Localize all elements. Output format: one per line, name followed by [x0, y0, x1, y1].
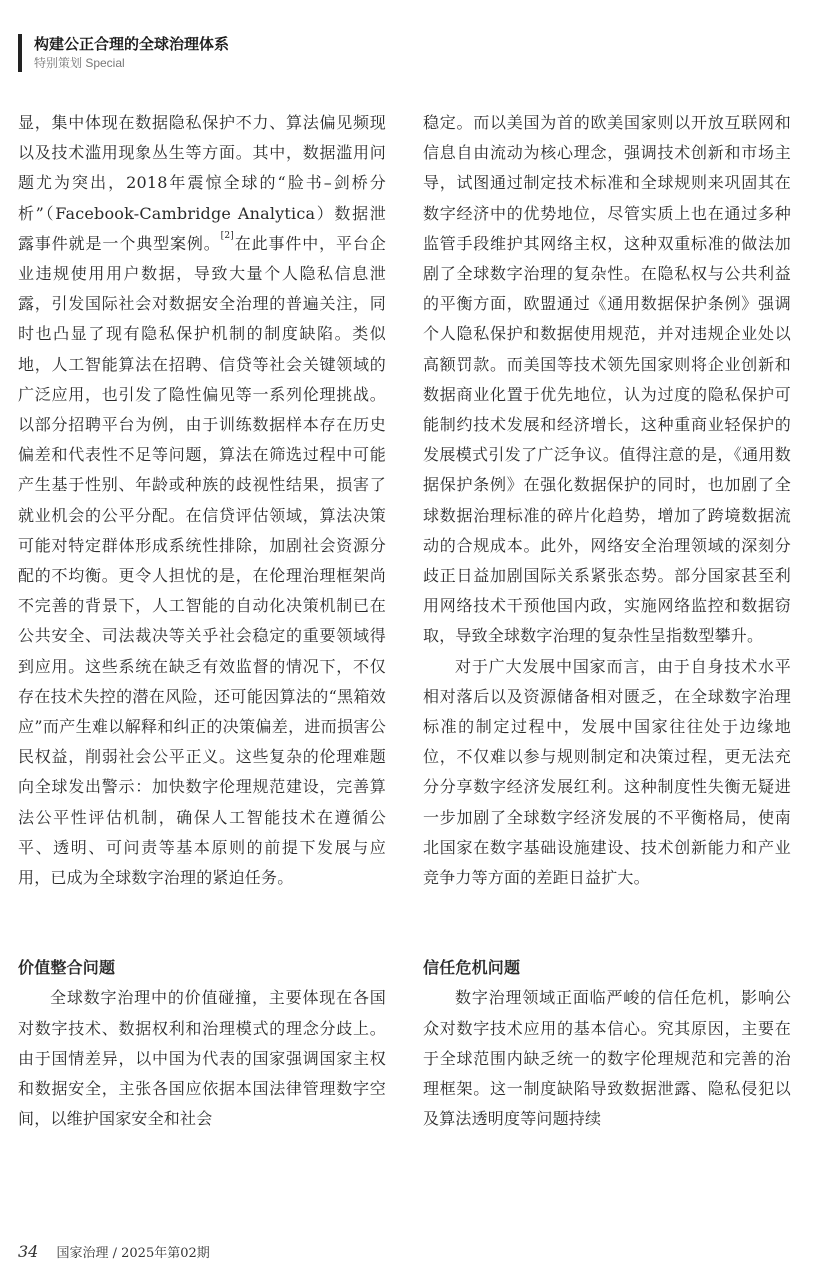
section-heading-trust-crisis: 信任危机问题	[423, 958, 521, 978]
left-column	[18, 108, 386, 1135]
page-number: 34	[18, 1242, 39, 1261]
page-header	[18, 34, 229, 72]
left-paragraph-1	[18, 108, 386, 893]
right-paragraph-2: 对于广大发展中国家而言，由于自身技术水平相对落后以及资源储备相对匮乏，在全球数字治理标准的制定过程中，发展中国家往往处于边缘地位，不仅难以参与规则制定和决策过程，更无法充分分享数字经济发展红利。这种制度性失衡无疑进一步加剧了全球数字经济发展的不平衡格局，使南北国家在数字基础设施建设、技术创新能力和产业竞争力等方面的差距日益扩大。	[423, 656, 791, 888]
section-gap	[18, 893, 386, 953]
section-gap	[423, 893, 791, 953]
header-subtitle: 特别策划 Special	[34, 56, 125, 70]
header-title: 构建公正合理的全球治理体系	[34, 35, 230, 53]
right-column	[423, 108, 791, 1135]
reference-marker: [2]	[220, 230, 235, 241]
right-paragraph-3: 数字治理领域正面临严峻的信任危机，影响公众对数字技术应用的基本信心。究其原因，主要在于全球范围内缺乏统一的数字伦理规范和完善的治理框架。这一制度缺陷导致数据泄露、隐私侵犯以及算法透明度等问题持续	[423, 988, 791, 1129]
left-paragraph-1-part-b: 在此事件中，平台企业违规使用用户数据，导致大量个人隐私信息泄露，引发国际社会对数据安全治理的普遍关注，同时也凸显了现有隐私保护机制的制度缺陷。类似地，人工智能算法在招聘、信贷等社会关键领域的广泛应用，也引发了隐性偏见等一系列伦理挑战。以部分招聘平台为例，由于训练数据样本存在历史偏差和代表性不足等问题，算法在筛选过程中可能产生基于性别、年龄或种族的歧视性结果，损害了就业机会的公平分配。在信贷评估领域，算法决策可能对特定群体形成系统性排除，加剧社会资源分配的不均衡。更令人担忧的是，在伦理治理框架尚不完善的背景下，人工智能的自动化决策机制已在公共安全、司法裁决等关乎社会稳定的重要领域得到应用。这些系统在缺乏有效监督的情况下，不仅存在技术失控的潜在风险，还可能因算法的“黑箱效应”而产生难以解释和纠正的决策偏差，进而损害公民权益，削弱社会公平正义。这些复杂的伦理难题向全球发出警示：加快数字伦理规范建设，完善算法公平性评估机制，确保人工智能技术在遵循公平、透明、可问责等基本原则的前提下发展与应用，已成为全球数字治理的紧迫任务。	[18, 233, 386, 888]
left-paragraph-1-part-a: 显，集中体现在数据隐私保护不力、算法偏见频现以及技术滥用现象丛生等方面。其中，数据滥用问题尤为突出，2018年震惊全球的“脸书–剑桥分析”（Facebook-Cambridge Analytica）数据泄露事件就是一个典型案例。	[18, 113, 386, 253]
journal-info: 国家治理 / 2025年第02期	[56, 1246, 210, 1261]
page-footer	[18, 1242, 210, 1261]
section-heading-value-integration: 价值整合问题	[18, 958, 116, 978]
left-paragraph-2: 全球数字治理中的价值碰撞，主要体现在各国对数字技术、数据权利和治理模式的理念分歧上。由于国情差异，以中国为代表的国家强调国家主权和数据安全，主张各国应依据本国法律管理数字空间，以维护国家安全和社会	[18, 988, 386, 1129]
right-paragraph-1: 稳定。而以美国为首的欧美国家则以开放互联网和信息自由流动为核心理念，强调技术创新和市场主导，试图通过制定技术标准和全球规则来巩固其在数字经济中的优势地位，尽管实质上也在通过多种监管手段维护其网络主权，这种双重标准的做法加剧了全球数字治理的复杂性。在隐私权与公共利益的平衡方面，欧盟通过《通用数据保护条例》强调个人隐私保护和数据使用规范，并对违规企业处以高额罚款。而美国等技术领先国家则将企业创新和数据商业化置于优先地位，认为过度的隐私保护可能制约技术发展和经济增长，这种重商业轻保护的发展模式引发了广泛争议。值得注意的是，《通用数据保护条例》在强化数据保护的同时，也加剧了全球数据治理标准的碎片化趋势，增加了跨境数据流动的合规成本。此外，网络安全治理领域的深刻分歧正日益加剧国际关系紧张态势。部分国家甚至利用网络技术干预他国内政，实施网络监控和数据窃取，导致全球数字治理的复杂性呈指数型攀升。	[423, 113, 791, 646]
